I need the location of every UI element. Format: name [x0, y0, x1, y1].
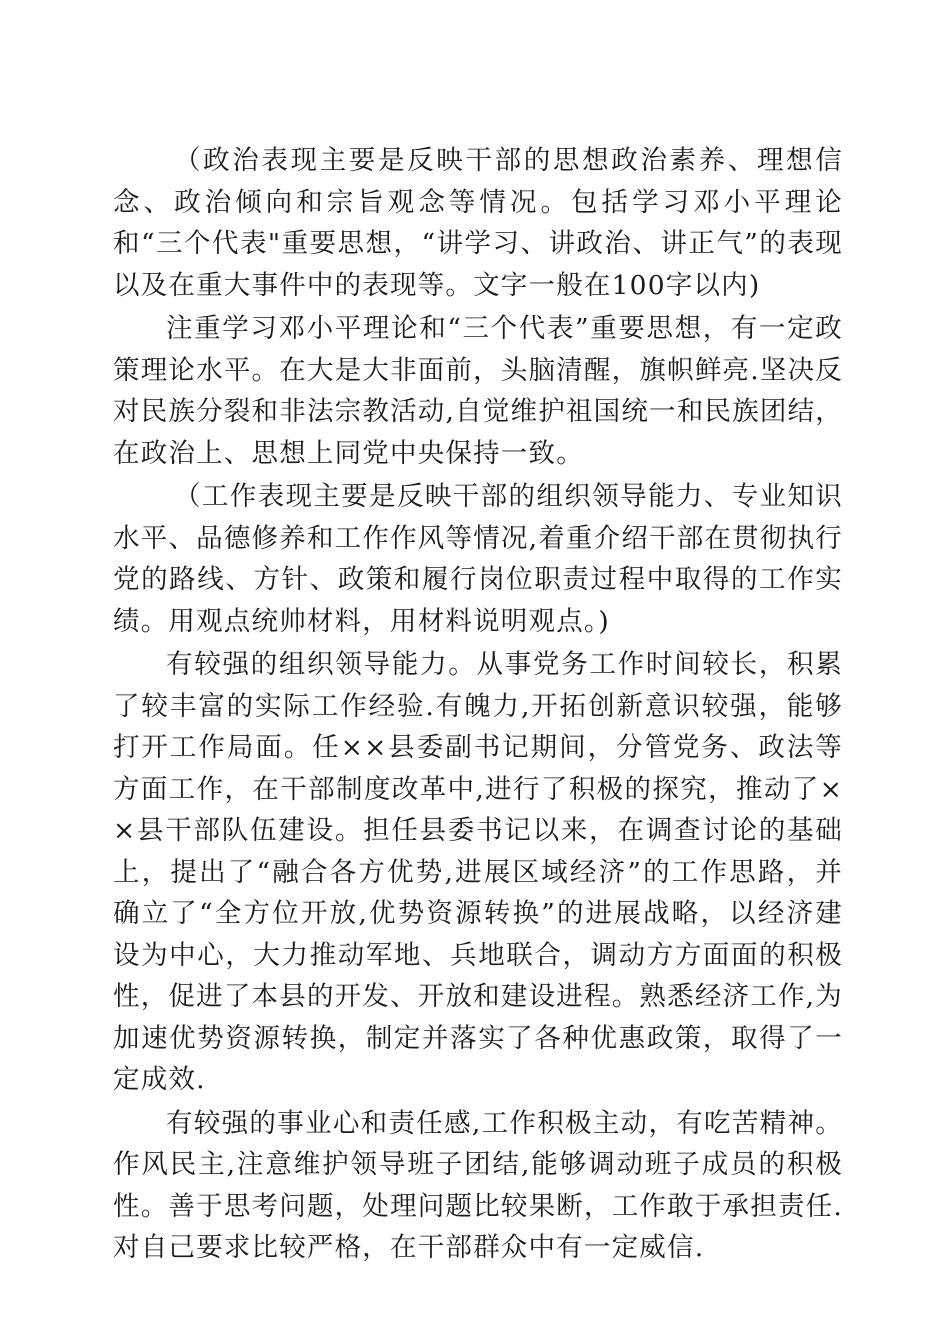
work-style-text: 有较强的事业心和责任感,工作积极主动，有吃苦精神。作风民主,注意维护领导班子团结,能够调动班子成员的积极性。善于思考问题，处理问题比较果断，工作敢于承担责任.对自己要求比较严格，在干部群众中有一定威信. [113, 1107, 843, 1263]
political-performance-text: 注重学习邓小平理论和“三个代表”重要思想，有一定政策理论水平。在大是大非面前，头脑清醒，旗帜鲜亮.坚决反对民族分裂和非法宗教活动,自觉维护祖国统一和民族团结，在政治上、思想上同党中央保持一致。 [113, 313, 843, 469]
document-body [113, 140, 843, 1271]
political-performance-note: （政治表现主要是反映干部的思想政治素养、理想信念、政治倾向和宗旨观念等情况。包括学习邓小平理论和“三个代表"重要思想，“讲学习、讲政治、讲正气”的表现以及在重大事件中的表现等。文字一般在100字以内) [113, 145, 843, 301]
leadership-ability-text: 有较强的组织领导能力。从事党务工作时间较长，积累了较丰富的实际工作经验.有魄力,开拓创新意识较强，能够打开工作局面。任××县委副书记期间，分管党务、政法等方面工作，在干部制度改革中,进行了积极的探究，推动了××县干部队伍建设。担任县委书记以来，在调查讨论的基础上，提出了“融合各方优势,进展区域经济”的工作思路，并确立了“全方位开放,优势资源转换”的进展战略，以经济建设为中心，大力推动军地、兵地联合，调动方方面面的积极性，促进了本县的开发、开放和建设进程。熟悉经济工作,为加速优势资源转换，制定并落实了各种优惠政策，取得了一定成效. [113, 649, 843, 1095]
work-performance-note: （工作表现主要是反映干部的组织领导能力、专业知识水平、品德修养和工作作风等情况,着重介绍干部在贯彻执行党的路线、方针、政策和履行岗位职责过程中取得的工作实绩。用观点统帅材料，用材料说明观点。) [113, 481, 843, 637]
